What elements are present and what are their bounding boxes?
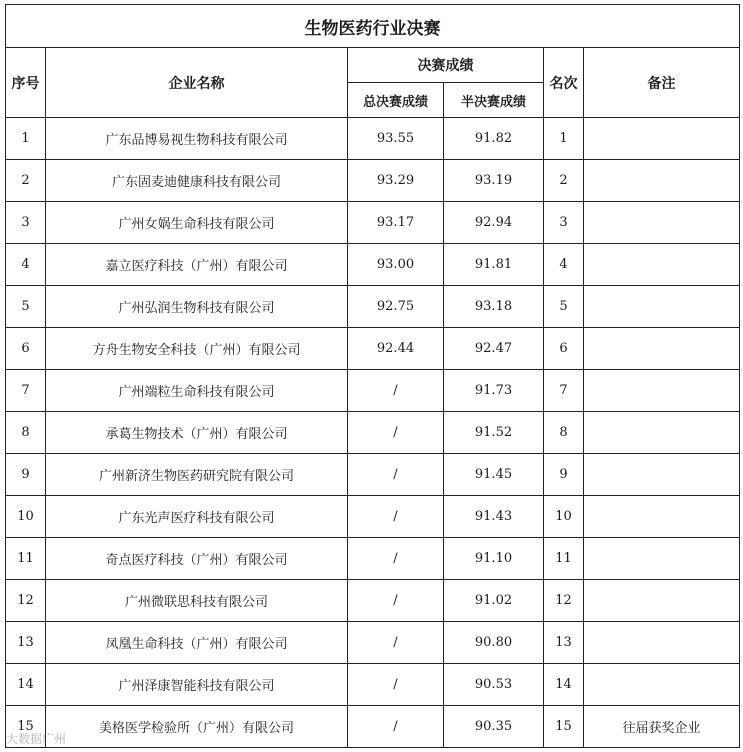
header-company: 企业名称: [46, 48, 348, 118]
cell-company: 广东固麦迪健康科技有限公司: [46, 160, 348, 202]
cell-rank: 6: [544, 328, 584, 370]
cell-rank: 8: [544, 412, 584, 454]
cell-grand-final: 92.75: [348, 286, 444, 328]
cell-company: 美格医学检验所（广州）有限公司: [46, 706, 348, 748]
cell-seq: 8: [6, 412, 46, 454]
cell-rank: 15: [544, 706, 584, 748]
cell-grand-final: 93.29: [348, 160, 444, 202]
cell-grand-final: 93.00: [348, 244, 444, 286]
cell-rank: 10: [544, 496, 584, 538]
cell-rank: 11: [544, 538, 584, 580]
cell-rank: 14: [544, 664, 584, 706]
table-row: [6, 328, 740, 370]
cell-notes: [584, 454, 740, 496]
cell-notes: [584, 160, 740, 202]
cell-notes: [584, 118, 740, 160]
cell-company: 嘉立医疗科技（广州）有限公司: [46, 244, 348, 286]
cell-semi-final: 90.35: [444, 706, 544, 748]
table-row: [6, 412, 740, 454]
cell-grand-final: 92.44: [348, 328, 444, 370]
cell-seq: 5: [6, 286, 46, 328]
cell-seq: 14: [6, 664, 46, 706]
cell-rank: 12: [544, 580, 584, 622]
cell-semi-final: 91.10: [444, 538, 544, 580]
cell-seq: 15: [6, 706, 46, 748]
cell-rank: 13: [544, 622, 584, 664]
cell-company: 奇点医疗科技（广州）有限公司: [46, 538, 348, 580]
cell-company: 广东光声医疗科技有限公司: [46, 496, 348, 538]
cell-semi-final: 93.19: [444, 160, 544, 202]
cell-company: 承葛生物技术（广州）有限公司: [46, 412, 348, 454]
cell-rank: 1: [544, 118, 584, 160]
cell-company: 广州弘润生物科技有限公司: [46, 286, 348, 328]
cell-notes: [584, 370, 740, 412]
table-row: [6, 244, 740, 286]
cell-seq: 3: [6, 202, 46, 244]
cell-grand-final: /: [348, 580, 444, 622]
cell-semi-final: 91.52: [444, 412, 544, 454]
table-row: [6, 622, 740, 664]
cell-grand-final: /: [348, 538, 444, 580]
cell-semi-final: 91.43: [444, 496, 544, 538]
results-table: [5, 4, 740, 748]
cell-semi-final: 91.81: [444, 244, 544, 286]
header-semi-final: 半决赛成绩: [444, 83, 544, 118]
header-final-group: 决赛成绩: [348, 48, 544, 83]
cell-grand-final: 93.17: [348, 202, 444, 244]
cell-notes: [584, 244, 740, 286]
cell-seq: 6: [6, 328, 46, 370]
cell-semi-final: 91.82: [444, 118, 544, 160]
cell-company: 广州端粒生命科技有限公司: [46, 370, 348, 412]
cell-semi-final: 92.94: [444, 202, 544, 244]
table-body: [6, 118, 740, 748]
cell-company: 广州微联思科技有限公司: [46, 580, 348, 622]
cell-rank: 7: [544, 370, 584, 412]
cell-semi-final: 90.80: [444, 622, 544, 664]
cell-notes: [584, 412, 740, 454]
cell-semi-final: 91.73: [444, 370, 544, 412]
header-rank: 名次: [544, 48, 584, 118]
cell-semi-final: 92.47: [444, 328, 544, 370]
cell-seq: 9: [6, 454, 46, 496]
cell-notes: [584, 580, 740, 622]
cell-grand-final: /: [348, 664, 444, 706]
cell-notes: 往届获奖企业: [584, 706, 740, 748]
cell-semi-final: 90.53: [444, 664, 544, 706]
cell-grand-final: /: [348, 370, 444, 412]
cell-seq: 1: [6, 118, 46, 160]
results-sheet: [5, 4, 739, 748]
table-row: [6, 202, 740, 244]
cell-seq: 10: [6, 496, 46, 538]
cell-notes: [584, 496, 740, 538]
cell-grand-final: /: [348, 706, 444, 748]
cell-seq: 13: [6, 622, 46, 664]
cell-rank: 4: [544, 244, 584, 286]
cell-grand-final: /: [348, 496, 444, 538]
cell-rank: 9: [544, 454, 584, 496]
cell-rank: 2: [544, 160, 584, 202]
cell-rank: 5: [544, 286, 584, 328]
cell-grand-final: 93.55: [348, 118, 444, 160]
table-row: [6, 118, 740, 160]
cell-notes: [584, 622, 740, 664]
cell-company: 方舟生物安全科技（广州）有限公司: [46, 328, 348, 370]
cell-notes: [584, 286, 740, 328]
cell-company: 广州新济生物医药研究院有限公司: [46, 454, 348, 496]
table-row: [6, 286, 740, 328]
table-row: [6, 580, 740, 622]
header-notes: 备注: [584, 48, 740, 118]
table-row: [6, 160, 740, 202]
cell-semi-final: 91.02: [444, 580, 544, 622]
cell-notes: [584, 328, 740, 370]
table-row: [6, 664, 740, 706]
table-row: [6, 706, 740, 748]
table-row: [6, 496, 740, 538]
cell-notes: [584, 664, 740, 706]
cell-notes: [584, 538, 740, 580]
cell-semi-final: 93.18: [444, 286, 544, 328]
cell-grand-final: /: [348, 622, 444, 664]
table-row: [6, 454, 740, 496]
cell-notes: [584, 202, 740, 244]
cell-seq: 2: [6, 160, 46, 202]
header-grand-final: 总决赛成绩: [348, 83, 444, 118]
cell-company: 广东品博易视生物科技有限公司: [46, 118, 348, 160]
cell-company: 广州泽康智能科技有限公司: [46, 664, 348, 706]
cell-grand-final: /: [348, 412, 444, 454]
cell-company: 广州女娲生命科技有限公司: [46, 202, 348, 244]
cell-company: 凤凰生命科技（广州）有限公司: [46, 622, 348, 664]
cell-seq: 7: [6, 370, 46, 412]
cell-semi-final: 91.45: [444, 454, 544, 496]
cell-grand-final: /: [348, 454, 444, 496]
table-row: [6, 538, 740, 580]
header-seq: 序号: [6, 48, 46, 118]
cell-rank: 3: [544, 202, 584, 244]
watermark: 大数据广州: [6, 732, 67, 746]
table-row: [6, 370, 740, 412]
cell-seq: 4: [6, 244, 46, 286]
cell-seq: 12: [6, 580, 46, 622]
table-title: 生物医药行业决赛: [6, 5, 740, 48]
cell-seq: 11: [6, 538, 46, 580]
